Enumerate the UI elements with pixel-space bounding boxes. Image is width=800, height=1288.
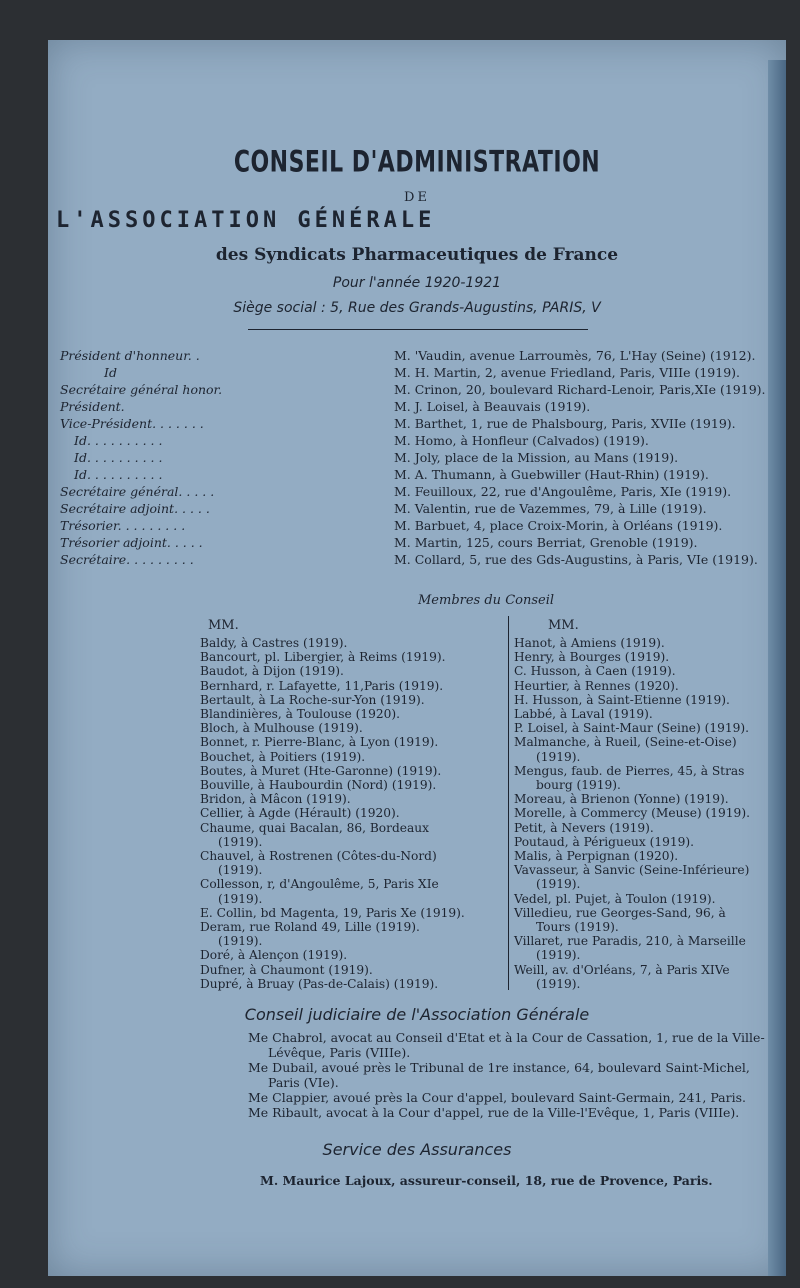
- member-entry: H. Husson, à Saint-Etienne (1919).: [514, 692, 730, 707]
- member-entry: Morelle, à Commercy (Meuse) (1919).: [514, 806, 750, 821]
- heading-syndicats: des Syndicats Pharmaceutiques de France: [215, 245, 619, 265]
- document-page: [48, 40, 786, 1276]
- office-label: Secrétaire général. . . . .: [60, 484, 215, 499]
- membres-title: Membres du Conseil: [418, 593, 555, 608]
- member-entry: C. Husson, à Caen (1919).: [514, 664, 676, 679]
- member-entry: Baldy, à Castres (1919).: [200, 636, 348, 650]
- member-entry: Mengus, faub. de Pierres, 45, à Stras: [514, 763, 745, 778]
- member-entry: Bertault, à La Roche-sur-Yon (1919).: [200, 692, 425, 707]
- member-entry: Bridon, à Mâcon (1919).: [200, 792, 351, 807]
- member-entry: Malis, à Perpignan (1920).: [514, 849, 679, 863]
- member-entry: Chauvel, à Rostrenen (Côtes-du-Nord): [200, 849, 437, 863]
- member-entry: Vedel, pl. Pujet, à Toulon (1919).: [514, 891, 716, 906]
- member-entry: Petit, à Nevers (1919).: [514, 820, 654, 835]
- officer: M. Barthet, 1, rue de Phalsbourg, Paris, XVIIe (1919).: [394, 416, 736, 431]
- member-entry: (1919).: [218, 834, 263, 849]
- member-entry: Tours (1919).: [536, 920, 619, 934]
- judiciaire-title: Conseil judiciaire de l'Association Générale: [244, 1005, 590, 1024]
- office-label: Trésorier. . . . . . . . .: [60, 518, 186, 533]
- member-entry: Boutes, à Muret (Hte-Garonne) (1919).: [200, 763, 442, 778]
- left-column-head: MM.: [208, 618, 239, 633]
- assurance-line: M. Maurice Lajoux, assureur-conseil, 18, rue de Provence, Paris.: [260, 1173, 713, 1188]
- member-entry: Bloch, à Mulhouse (1919).: [200, 721, 363, 736]
- member-entry: Heurtier, à Rennes (1920).: [514, 678, 679, 693]
- office-label: Président d'honneur. .: [60, 348, 200, 363]
- service-title: Service des Assurances: [322, 1140, 512, 1159]
- page-edge: [768, 60, 786, 1276]
- member-entry: (1919).: [218, 891, 263, 906]
- member-entry: E. Collin, bd Magenta, 19, Paris Xe (1919).: [200, 905, 465, 920]
- member-entry: Bouchet, à Poitiers (1919).: [200, 749, 366, 764]
- member-entry: Blandinières, à Toulouse (1920).: [200, 707, 401, 721]
- member-entry: Bouville, à Haubourdin (Nord) (1919).: [200, 778, 437, 792]
- member-entry: (1919).: [536, 948, 581, 963]
- office-label: Secrétaire adjoint. . . . .: [60, 501, 210, 516]
- member-entry: Dupré, à Bruay (Pas-de-Calais) (1919).: [200, 976, 439, 991]
- member-entry: P. Loisel, à Saint-Maur (Seine) (1919).: [514, 721, 750, 736]
- judiciaire-line: Me Chabrol, avocat au Conseil d'Etat et à la Cour de Cassation, 1, rue de la Ville-: [248, 1030, 765, 1045]
- member-entry: (1919).: [536, 749, 581, 764]
- member-entry: Deram, rue Roland 49, Lille (1919).: [200, 920, 420, 934]
- member-entry: Labbé, à Laval (1919).: [514, 707, 653, 721]
- office-label: Président.: [60, 399, 125, 414]
- office-label: Trésorier adjoint. . . . .: [60, 535, 203, 550]
- member-entry: bourg (1919).: [536, 778, 621, 792]
- member-entry: (1919).: [536, 877, 581, 892]
- column-divider: [508, 616, 509, 990]
- member-entry: Collesson, r, d'Angoulême, 5, Paris XIe: [200, 877, 439, 892]
- member-entry: (1919).: [218, 934, 263, 949]
- member-entry: Bernhard, r. Lafayette, 11,Paris (1919).: [200, 678, 444, 693]
- officer: M. Martin, 125, cours Berriat, Grenoble (1919).: [394, 535, 698, 550]
- member-entry: Hanot, à Amiens (1919).: [514, 636, 665, 650]
- officer: M. Valentin, rue de Vazemmes, 79, à Lille (1919).: [394, 501, 707, 516]
- member-entry: Bonnet, r. Pierre-Blanc, à Lyon (1919).: [200, 735, 439, 750]
- member-entry: (1919).: [536, 976, 581, 991]
- officer: M. J. Loisel, à Beauvais (1919).: [394, 399, 591, 414]
- member-entry: Villedieu, rue Georges-Sand, 96, à: [514, 905, 726, 920]
- officer: M. Barbuet, 4, place Croix-Morin, à Orléans (1919).: [394, 518, 723, 533]
- member-entry: Moreau, à Brienon (Yonne) (1919).: [514, 792, 729, 807]
- member-entry: (1919).: [218, 863, 263, 878]
- office-label: Id. . . . . . . . . .: [74, 450, 163, 465]
- heading-association: L'ASSOCIATION GÉNÉRALE: [56, 208, 436, 233]
- member-entry: Poutaud, à Périgueux (1919).: [514, 834, 695, 849]
- officer: M. Feuilloux, 22, rue d'Angoulême, Paris, XIe (1919).: [394, 484, 732, 499]
- judiciaire-line: Lévêque, Paris (VIIIe).: [268, 1045, 411, 1060]
- judiciaire-line: Me Ribault, avocat à la Cour d'appel, rue de la Ville-l'Evêque, 1, Paris (VIIIe).: [248, 1105, 740, 1120]
- member-entry: Doré, à Alençon (1919).: [200, 948, 348, 963]
- judiciaire-line: Me Clappier, avoué près la Cour d'appel, boulevard Saint-Germain, 241, Paris.: [248, 1090, 746, 1105]
- member-entry: Villaret, rue Paradis, 210, à Marseille: [514, 934, 746, 949]
- heading-annee: Pour l'année 1920-1921: [332, 275, 502, 291]
- office-label: Secrétaire. . . . . . . . .: [60, 552, 194, 567]
- judiciaire-line: Me Dubail, avoué près le Tribunal de 1re instance, 64, boulevard Saint-Michel,: [248, 1060, 750, 1075]
- heading-conseil: CONSEIL D'ADMINISTRATION: [233, 145, 601, 180]
- member-entry: Chaume, quai Bacalan, 86, Bordeaux: [200, 820, 429, 835]
- officer: M. Joly, place de la Mission, au Mans (1919).: [394, 450, 679, 465]
- officer: M. Collard, 5, rue des Gds-Augustins, à Paris, VIe (1919).: [394, 552, 758, 567]
- member-entry: Bancourt, pl. Libergier, à Reims (1919).: [200, 650, 446, 665]
- divider: [248, 329, 588, 330]
- officer: M. H. Martin, 2, avenue Friedland, Paris, VIIIe (1919).: [394, 365, 741, 380]
- office-label: Id: [104, 365, 117, 380]
- member-entry: Baudot, à Dijon (1919).: [200, 664, 344, 679]
- office-label: Vice-Président. . . . . . .: [60, 416, 204, 431]
- right-column-head: MM.: [548, 618, 579, 633]
- member-entry: Vavasseur, à Sanvic (Seine-Inférieure): [514, 863, 750, 878]
- member-entry: Dufner, à Chaumont (1919).: [200, 962, 373, 977]
- heading-siege: Siège social : 5, Rue des Grands-Augustins, PARIS, V: [233, 300, 601, 316]
- office-label: Secrétaire général honor.: [60, 382, 223, 397]
- judiciaire-line: Paris (VIe).: [268, 1075, 339, 1090]
- office-label: Id. . . . . . . . . .: [74, 433, 163, 448]
- member-entry: Malmanche, à Rueil, (Seine-et-Oise): [514, 735, 737, 750]
- officer: M. Crinon, 20, boulevard Richard-Lenoir, Paris,XIe (1919).: [394, 382, 766, 397]
- member-entry: Cellier, à Agde (Hérault) (1920).: [200, 806, 400, 821]
- office-label: Id. . . . . . . . . .: [74, 467, 163, 482]
- officer: M. Homo, à Honfleur (Calvados) (1919).: [394, 433, 649, 448]
- member-entry: Weill, av. d'Orléans, 7, à Paris XIVe: [514, 962, 730, 977]
- officer: M. A. Thumann, à Guebwiller (Haut-Rhin) (1919).: [394, 467, 709, 482]
- officer: M. 'Vaudin, avenue Larroumès, 76, L'Hay (Seine) (1912).: [394, 348, 756, 363]
- heading-de: DE: [404, 190, 430, 205]
- member-entry: Henry, à Bourges (1919).: [514, 650, 670, 665]
